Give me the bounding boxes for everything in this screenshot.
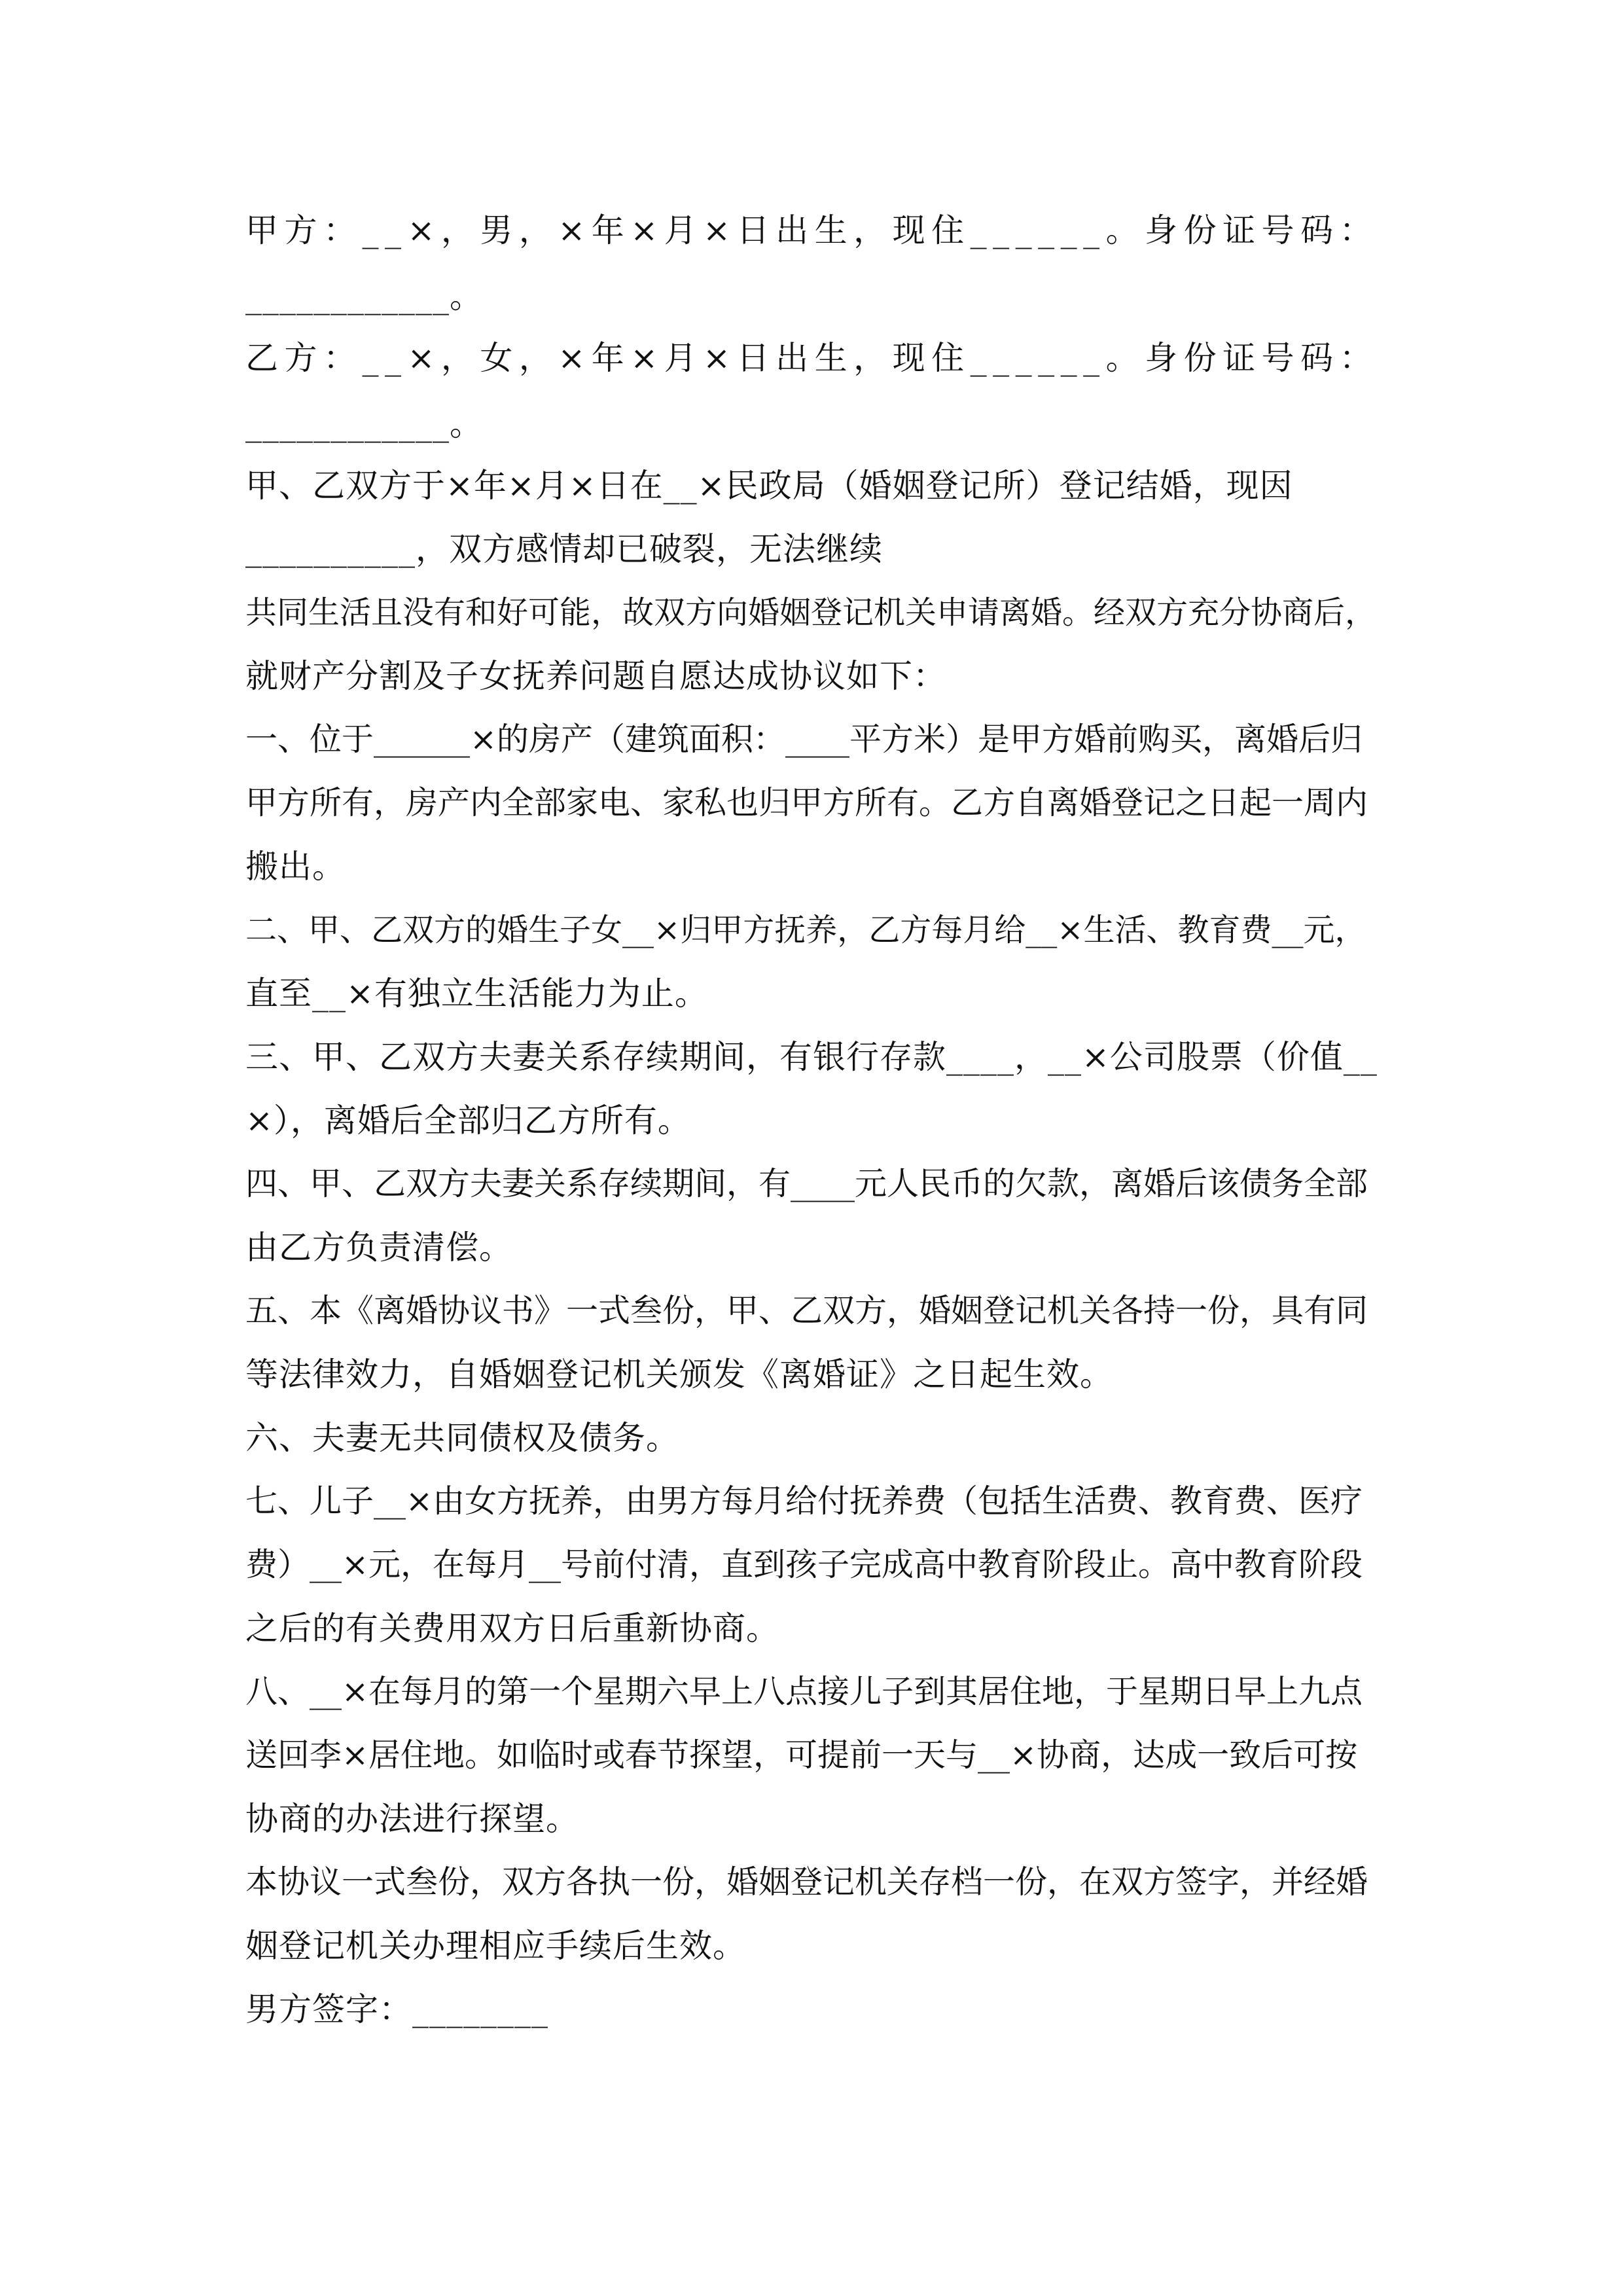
clause-8-line: 协商的办法进行探望。 [245,1800,579,1838]
paragraph-line: 就财产分割及子女抚养问题自愿达成协议如下： [245,657,946,695]
clause-7-line: 七、儿子__×由女方抚养，由男方每月给付抚养费（包括生活费、教育费、医疗 [245,1482,1363,1520]
clause-2-line: 直至__×有独立生活能力为止。 [245,975,708,1013]
clause-4-line: 由乙方负责清偿。 [245,1229,512,1266]
clause-4-line: 四、甲、乙双方夫妻关系存续期间，有____元人民币的欠款，离婚后该债务全部 [245,1165,1368,1202]
clause-5-line: 五、本《离婚协议书》一式叁份，甲、乙双方，婚姻登记机关各持一份，具有同 [245,1292,1368,1329]
divorce-reason-line: __________，双方感情却已破裂，无法继续 [245,530,883,568]
clause-5-line: 等法律效力，自婚姻登记机关颁发《离婚证》之日起生效。 [245,1355,1113,1393]
closing-paragraph-line: 姻登记机关办理相应手续后生效。 [245,1927,746,1965]
clause-3-line: ×），离婚后全部归乙方所有。 [245,1102,691,1139]
clause-1-line: 一、位于______×的房产（建筑面积：____平方米）是甲方婚前购买，离婚后归 [245,721,1363,758]
clause-7-line: 费）__×元，在每月__号前付清，直到孩子完成高中教育阶段止。高中教育阶段 [245,1546,1363,1583]
party-b-info-line: 乙方：__×，女，×年×月×日出生，现住______。身份证号码： [245,339,1379,377]
party-a-info-line: 甲方：__×，男，×年×月×日出生，现住______。身份证号码： [245,211,1379,249]
clause-8-line: 八、__×在每月的第一个星期六早上八点接儿子到其居住地，于星期日早上九点 [245,1673,1363,1710]
clause-2-line: 二、甲、乙双方的婚生子女__×归甲方抚养，乙方每月给__×生活、教育费__元， [245,912,1366,948]
party-a-id-number-line: ____________。 [245,278,483,315]
clause-6-line: 六、夫妻无共同债权及债务。 [245,1419,679,1457]
clause-1-line: 甲方所有，房产内全部家电、家私也归甲方所有。乙方自离婚登记之日起一周内 [245,784,1368,821]
closing-paragraph-line: 本协议一式叁份，双方各执一份，婚姻登记机关存档一份，在双方签字，并经婚 [245,1863,1368,1901]
clause-3-line: 三、甲、乙双方夫妻关系存续期间，有银行存款____，__×公司股票（价值__ [245,1038,1378,1076]
paragraph-line: 共同生活且没有和好可能，故双方向婚姻登记机关申请离婚。经双方充分协商后， [245,594,1377,631]
clause-7-line: 之后的有关费用双方日后重新协商。 [245,1609,779,1647]
party-b-id-number-line: ____________。 [245,405,483,443]
marriage-registration-line: 甲、乙双方于×年×月×日在__×民政局（婚姻登记所）登记结婚，现因 [245,467,1293,505]
clause-1-line: 搬出。 [245,848,346,886]
clause-8-line: 送回李×居住地。如临时或春节探望，可提前一天与__×协商，达成一致后可按 [245,1736,1358,1774]
male-signature-line: 男方签字：________ [245,1990,548,2028]
